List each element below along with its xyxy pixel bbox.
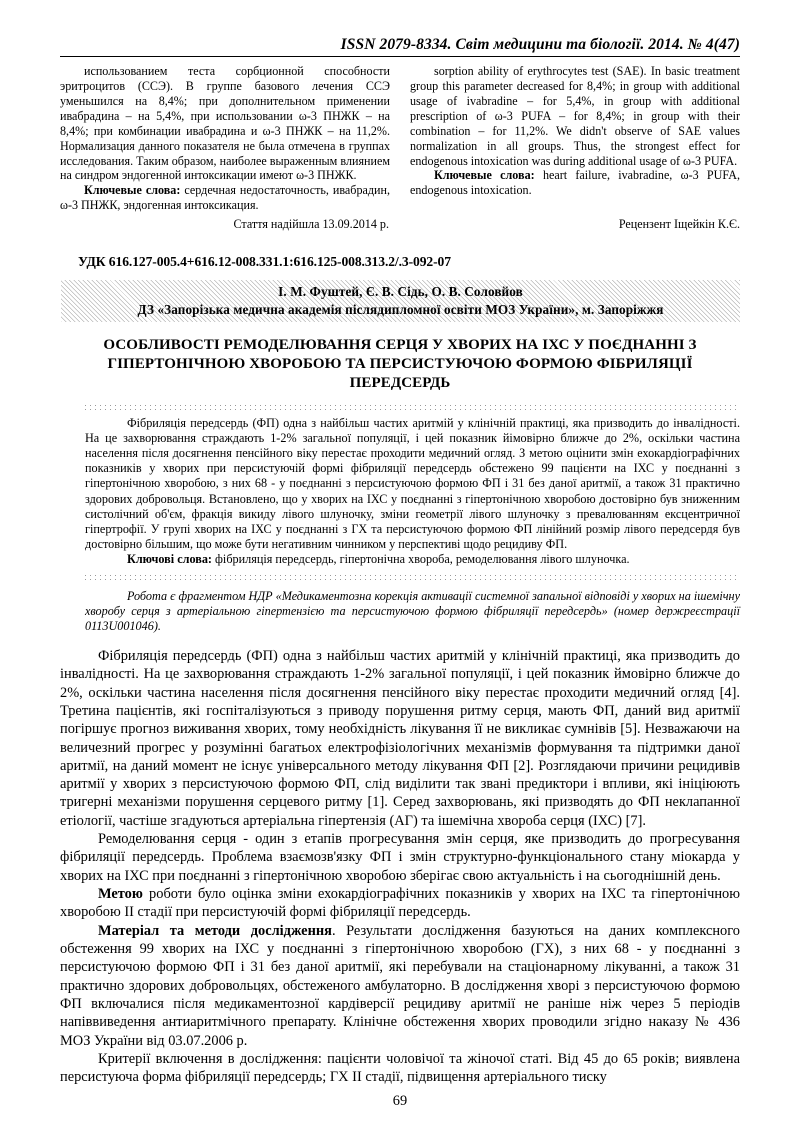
abstract-en-keywords-line (410, 168, 740, 198)
body-paragraph-4 (60, 922, 740, 1050)
abstract-two-column-block (60, 64, 740, 213)
body-paragraph-4-text: . Результати дослідження базуються на даних комплексного обстеження 99 хворих на ІХС у поєднанні з гіпертонічною хворобою (ГХ), з них 68 - у поєднанні з персистуючою формою ФП і 31 без даної аритмії, які перебували на стаціонарному лікуванні, а також 31 практично здорових добровольцях, обстеженого амбулаторно. В дослідження хворі з персистуючою формою ФП включалися після медикаментозної кардіверсії рецидиву аритмії не раніше ніж через 5 періодів напіввиведення антиаритмічного препарату. Клінічне обстеження хворих проводили згідно наказу № 436 МОЗ України від 03.07.2006 р. (60, 922, 740, 1049)
affiliation: ДЗ «Запорізька медична академія післядипломної освіти МОЗ України», м. Запоріжжя (137, 301, 664, 317)
abstract-ua-keywords-line (85, 552, 740, 567)
funding-note (85, 589, 740, 635)
aim-label: Метою (98, 886, 143, 903)
article-title: ОСОБЛИВОСТІ РЕМОДЕЛЮВАННЯ СЕРЦЯ У ХВОРИХ НА ІХС У ПОЄДНАННІ З ГІПЕРТОНІЧНОЮ ХВОРОБОЮ ТА ПЕРСИСТУЮЧОЮ ФОРМОЮ ФІБРИЛЯЦІЇ ПЕРЕДСЕРДЬ (103, 337, 697, 392)
reviewer-name: Рецензент Іщейкін К.Є. (618, 217, 740, 232)
body-paragraph-3-text: роботи було оцінка зміни ехокардіографічних показників у хворих на ІХС та гіпертонічною хворобою ІІ стадії при персистуючій формі фібриляції передсердь. (60, 886, 740, 921)
body-paragraph-5: Критерії включення в дослідження: пацієнти чоловічої та жіночої статі. Від 45 до 65 років; виявлена персистуюча форма фібриляції передсердь; ГХ ІІ стадії, підвищення артеріального тиску (60, 1050, 740, 1086)
abstract-ua-text: Фібриляція передсердь (ФП) одна з найбільш частих аритмій у клінічній практиці, яка призводить до інвалідності. На це захворювання страждають 1-2% загальної популяції, і цей показник йімовірно ближче до 2%, оскільки частина населення після досягнення пенсійного віку перестає проходити медичний огляд. З метою оцінити змін ехокардіографічних показників у хворих при персистуючій формі фібриляції передсердь обстежено 99 пацієнти на ІХС у поєднанні з гіпертонічною хворобою, з них 68 - у поєднанні з персистуючою формою ФП і 31 без даної аритмії, а також 31 практично здорових добровольця. Встановлено, що у хворих на ІХС у поєднанні з гіпертонічною хворобою достовірно був зниженним систолічний об'єм, фракція викиду лівого шлуночку, зміни геометрії лівого шлуночку з превалюванням ексцентричної гіпертрофії. У групі хворих на ІХС у поєднанні з ГХ та персистуючою формою ФП лінійний розмір лівого передсердя був достовірно більшим, що може бути негативним чинником у перспективі щодо рецидиву ФП. (85, 415, 740, 552)
keywords-label-ru: Ключевые слова: (84, 183, 181, 198)
page-number: 69 (392, 1093, 408, 1109)
abstract-column-russian (60, 64, 390, 213)
keywords-label-en: Ключевые слова: (434, 168, 535, 183)
body-paragraph-2: Ремоделювання серця - один з етапів прогресування змін серця, яке призводить до прогресування фібриляції передсердь. Проблема взаємозв'язку ФП і змін структурно-функціонального стану міокарда у хворих на ІХС при поєднанні з гіпертонічною хворобою зберігає свою актуальність і на сьогоднішній день. (60, 831, 740, 884)
body-paragraph-3 (60, 885, 740, 922)
keywords-text-en: heart failure, ivabradine, ω-3 PUFA, endogenous intoxication. (410, 168, 740, 198)
authors-list: І. М. Фуштей, Є. В. Сідь, О. В. Соловйов (278, 284, 523, 300)
abstract-meta-row (60, 217, 740, 232)
abstract-column-english (410, 64, 740, 213)
body-paragraph-1: Фібриляція передсердь (ФП) одна з найбільш частих аритмій у клінічній практиці, яка призводить до інвалідності. На це захворювання страждають 1-2% загальної популяції, і цей показник ймовірно ближче до 2%, оскільки частина населення після досягнення пенсійного віку перестає проходити медичний огляд [4]. Третина пацієнтів, які госпіталізуються з приводу порушення ритму серця, мають ФП, даний вид аритмії погіршує прогноз виживання хворих, тому необхідність лікування її не викликає сумнівів [5]. Незважаючи на величезний прогрес у розумінні багатьох електрофізіологічних механізмів формування та підтримки даної аритмії, на даний момент не існує універсального методу лікування ФП [2]. Розглядаючи причини рецидивів аритмії у хворих з персистуючою формою ФП, слід виділити так звані предиктори і впливи, які ініціюють тригерні механізми порушення серцевого ритму [1]. Серед захворювань, які призводять до ФП неклапанної етіології, частіше згадуються артеріальна гіпертензія (АГ) та ішемічна хвороба серця (ІХС) [7]. (60, 647, 740, 829)
keywords-label-ua: Ключові слова: (127, 552, 212, 567)
received-date: Стаття надійшла 13.09.2014 р. (233, 217, 389, 232)
keywords-text-ua: фібриляція передсердь, гіпертонічна хвороба, ремоделювання лівого шлуночка. (215, 552, 630, 567)
header-rule (60, 56, 740, 57)
keywords-text-ru: сердечная недостаточность, ивабрадин, ω-3 ПНЖК, эндогенная интоксикация. (60, 183, 390, 213)
article-body (60, 647, 740, 1087)
abstract-ru-keywords-line (60, 183, 390, 213)
authors-affiliation-band (60, 280, 740, 322)
abstract-ukrainian (85, 416, 740, 568)
abstract-en-text: sorption ability of erythrocytes test (SAE). In basic treatment group this parameter decreased for 8,4%; in group with additional usage of ivabradine – for 5,4%, in group with additional prescription of ω-3 PUFA – for 8,4%; in group with their combination – for 11,2%. We didn't observe of SAE values normalization in all groups. Thus, the strongest effect for endogenous intoxication was during additional usage of ω-3 PUFA. (410, 64, 740, 168)
udk-code: УДК 616.127-005.4+616.12-008.331.1:616.125-008.313.2/.3-092-07 (78, 254, 451, 270)
running-head: ISSN 2079-8334. Світ медицини та біології. 2014. № 4(47) (340, 36, 740, 53)
zigzag-divider-bottom (85, 573, 740, 580)
funding-note-text: Робота є фрагментом НДР «Медикаментозна корекція активації системної запальної відповіді у хворих на ішемічну хворобу серця з артеріальною гіпертензією та персистуючою формою фібриляції передсердь» (номер держреєстрації 0113U001046). (85, 588, 740, 634)
abstract-ru-text: использованием теста сорбционной способности эритроцитов (ССЭ). В группе базового лечения ССЭ уменьшился на 8,4%; при дополнительном применении ивабрадина – на 5,4%, при использовании ω-3 ПНЖК – на 8,4%; при комбинации ивабрадина и ω-3 ПНЖК – на 11,2%. Нормализация данного показателя не была отмечена в группах исследования. Таким образом, наиболее выраженным влиянием на синдром эндогенной интоксикации имеют ω-3 ПНЖК. (60, 64, 390, 183)
zigzag-divider-top (85, 403, 740, 410)
methods-label: Матеріал та методи дослідження (98, 922, 332, 939)
